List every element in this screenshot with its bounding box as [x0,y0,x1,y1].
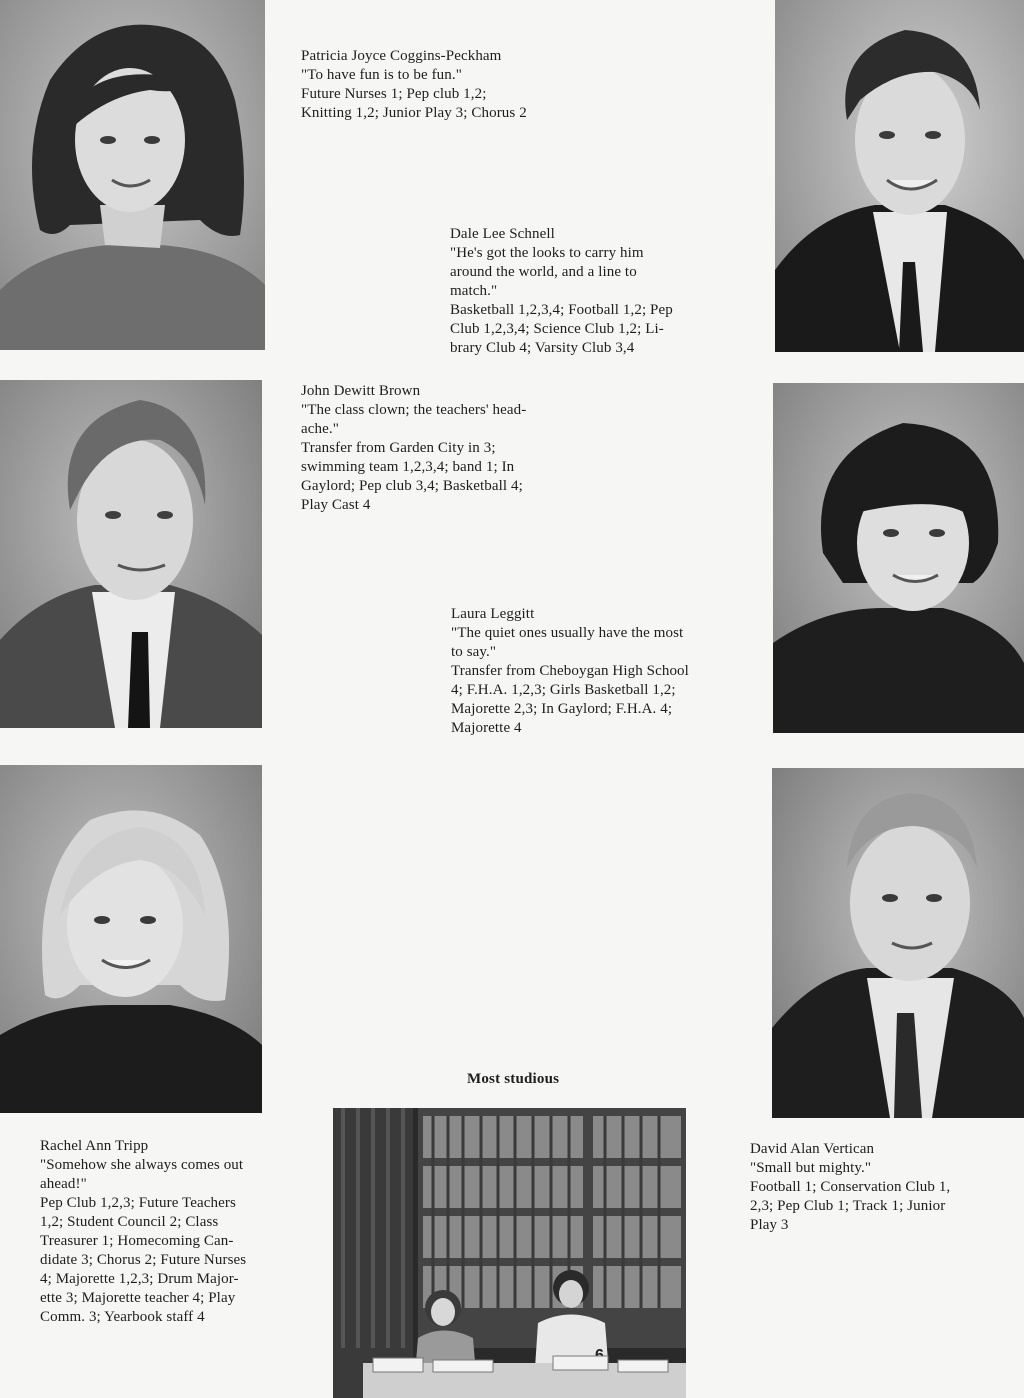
bio-john [301,382,526,515]
library-photo [333,1108,686,1398]
bio-line: "To have fun is to be fun." [301,67,462,83]
bio-line: Transfer from Garden City in 3; [301,440,496,456]
bio-name: John Dewitt Brown [301,383,421,399]
bio-line: 4; Majorette 1,2,3; Drum Major- [40,1271,239,1287]
bio-line: around the world, and a line to [450,264,637,280]
bio-line: didate 3; Chorus 2; Future Nurses [40,1252,247,1268]
bio-line: ache." [301,421,339,437]
bio-line: 4; F.H.A. 1,2,3; Girls Basketball 1,2; [451,682,676,698]
portrait-dale [775,0,1024,352]
portrait-john [0,380,262,728]
portrait-laura [773,383,1024,733]
portrait-david [772,768,1024,1118]
portrait-rachel [0,765,262,1113]
bio-line: Gaylord; Pep club 3,4; Basketball 4; [301,478,523,494]
bio-name: Dale Lee Schnell [450,226,555,242]
bio-line: Majorette 4 [451,720,522,736]
bio-line: Transfer from Cheboygan High School [451,663,689,679]
bio-line: Majorette 2,3; In Gaylord; F.H.A. 4; [451,701,673,717]
bio-name: Laura Leggitt [451,606,535,622]
bio-line: match." [450,283,498,299]
bio-line: "He's got the looks to carry him [450,245,644,261]
bio-line: to say." [451,644,497,660]
bio-line: 1,2; Student Council 2; Class [40,1214,219,1230]
bio-line: 2,3; Pep Club 1; Track 1; Junior [750,1198,946,1214]
bio-line: Treasurer 1; Homecoming Can- [40,1233,234,1249]
bio-line: ette 3; Majorette teacher 4; Play [40,1290,236,1306]
bio-line: Pep Club 1,2,3; Future Teachers [40,1195,236,1211]
portrait-patricia [0,0,265,350]
bio-dale [450,225,673,358]
bio-line: Football 1; Conservation Club 1, [750,1179,951,1195]
bio-david [750,1140,950,1235]
bio-line: Future Nurses 1; Pep club 1,2; [301,86,487,102]
bio-line: Comm. 3; Yearbook staff 4 [40,1309,205,1325]
bio-line: Play Cast 4 [301,497,371,513]
bio-line: Basketball 1,2,3,4; Football 1,2; Pep [450,302,673,318]
most-studious-caption: Most studious [467,1071,560,1087]
bio-name: Patricia Joyce Coggins-Peckham [301,48,502,64]
bio-rachel [40,1137,246,1327]
bio-patricia [301,47,527,123]
bio-name: Rachel Ann Tripp [40,1138,149,1154]
bio-line: "The quiet ones usually have the most [451,625,684,641]
bio-line: "Small but mighty." [750,1160,872,1176]
bio-name: David Alan Vertican [750,1141,875,1157]
bio-line: ahead!" [40,1176,87,1192]
bio-line: Knitting 1,2; Junior Play 3; Chorus 2 [301,105,527,121]
bio-laura [451,605,689,738]
bio-line: brary Club 4; Varsity Club 3,4 [450,340,635,356]
bio-line: swimming team 1,2,3,4; band 1; In [301,459,515,475]
bio-line: Club 1,2,3,4; Science Club 1,2; Li- [450,321,664,337]
bio-line: Play 3 [750,1217,789,1233]
bio-line: "The class clown; the teachers' head- [301,402,527,418]
bio-line: "Somehow she always comes out [40,1157,244,1173]
